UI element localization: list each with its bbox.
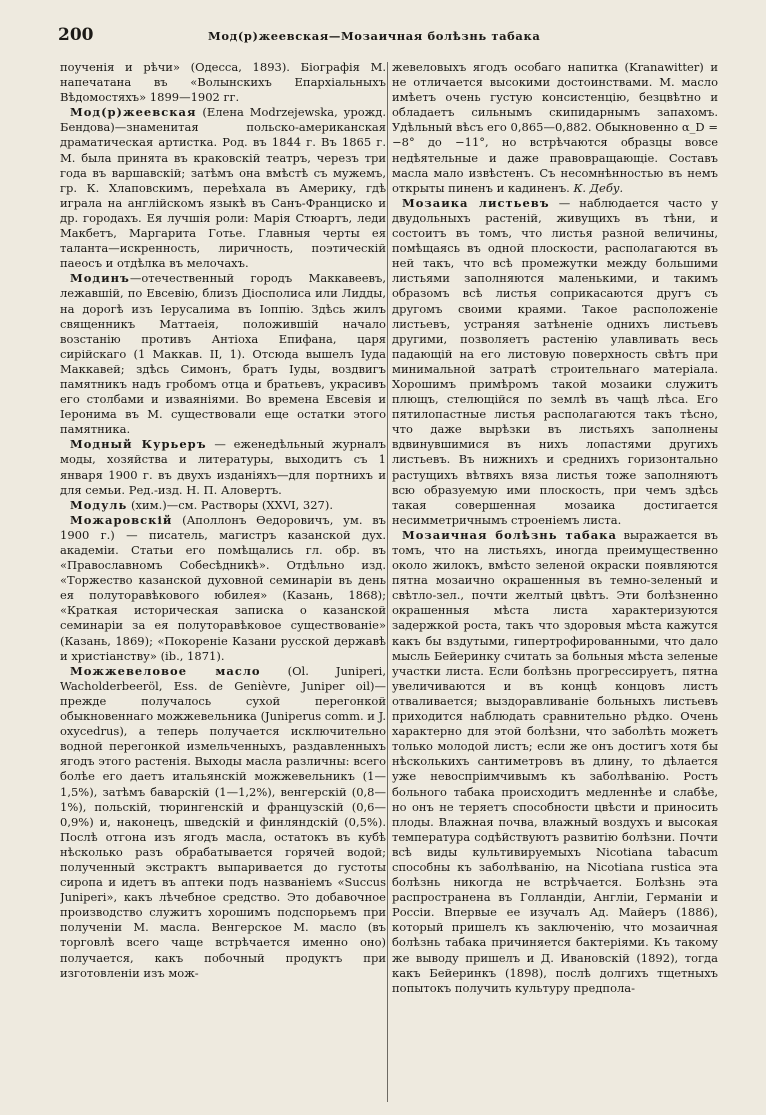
page-header (58, 22, 718, 48)
entry-headword: Модный Курьеръ (70, 437, 207, 452)
column-divider (387, 62, 388, 1102)
entry-paragraph (60, 105, 386, 271)
page-number: 200 (58, 25, 94, 45)
right-column (392, 60, 718, 1105)
entry-headword: Мозаика листьевъ (402, 195, 550, 210)
entry-text: (Елена Modrzejewska, урожд. Бендова)—знаменитая польско-американская драматическая артистка. Род. въ 1844 г. Въ 1865 г. М. была принята въ краковскій театръ, черезъ три года въ варшавскій; затѣмъ она вмѣстѣ съ мужемъ, гр. К. Хлаповскимъ, переѣхала въ Америку, гдѣ играла на англійскомъ языкѣ въ Санъ-Франциско и др. городахъ. Ея лучшія роли: Марія Стюартъ, леди Макбетъ, Маргарита Готье. Главныя черты ея таланта—искренность, лиричность, поэтическій паеосъ и отдѣлка въ мелочахъ. (60, 105, 386, 271)
author-signature: К. Дебу. (573, 180, 624, 195)
entry-paragraph (392, 196, 718, 528)
entry-text: — наблюдается часто у двудольныхъ растеній, живущихъ въ тѣни, и состоитъ въ томъ, что листья разной величины, помѣщаясь въ одной плоскости, располагаются въ ней такъ, что всѣ промежутки между большими листьями заполняются маленькими, и такимъ образомъ всѣ листья соприкасаются другъ съ другомъ своими краями. Такое расположеніе листьевъ, устраняя затѣненіе однихъ листьевъ другими, позволяетъ растенію улавливать весь падающій на его листовую поверхность свѣтъ при минимальной затратѣ строительнаго матеріала. Хорошимъ примѣромъ такой мозаики служитъ плющъ, стелющійся по землѣ въ чащѣ лѣса. Его пятилопастные листья располагаются такъ тѣсно, что даже вырѣзки въ листьяхъ заполнены вдвинувшимися въ нихъ лопастями другихъ листьевъ. Въ нижнихъ и среднихъ горизонтально растущихъ вѣтвяхъ вяза листья тоже заполняютъ всю образуемую ими плоскость, при чемъ здѣсь такая совершенная мозаика достигается несимметричнымъ строеніемъ листа. (392, 195, 718, 527)
entry-text: (хим.)—см. Растворы (XXVI, 327). (127, 497, 333, 512)
entry-headword: Модуль (70, 497, 128, 512)
entry-paragraph (392, 528, 718, 996)
left-column (60, 60, 386, 1105)
entry-paragraph (60, 437, 386, 497)
entry-paragraph (60, 271, 386, 437)
entry-headword: Мозаичная болѣзнь табака (402, 527, 617, 542)
entry-paragraph (60, 60, 386, 105)
entry-headword: Модинъ (70, 271, 130, 286)
entry-text: жевеловыхъ ягодъ особаго напитка (Kranawitter) и не отличается высокими достоинствами. М. масло имѣетъ очень густую консистенцію, безцвѣтно и обладаетъ сильнымъ скипидарнымъ запахомъ. Удѣльный вѣсъ его 0,865—0,882. Обыкновенно α_D = −8° до −11°, но встрѣчаются образцы вовсе недѣятельные и даже правовращающіе. Составъ масла мало извѣстенъ. Съ несомнѣнностью въ немъ открыты пиненъ и кадиненъ. (392, 60, 718, 195)
entry-headword: Можаровскій (70, 512, 173, 527)
entry-paragraph (60, 513, 386, 664)
entry-paragraph (60, 498, 386, 513)
entry-text: (Аполлонъ Ѳедоровичъ, ум. въ 1900 г.) — писатель, магистръ казанской дух. академіи. Статьи его помѣщались гл. обр. въ «Православномъ Собесѣдникѣ». Отдѣльно изд. «Торжество казанской духовной семинаріи въ день ея полуторавѣкового юбилея» (Казань, 1868); «Краткая историческая записка о казанской семинаріи за ея полуторавѣковое существованіе» (Казань, 1869); «Покореніе Казани русской державѣ и христіанству» (ib., 1871). (60, 512, 386, 663)
entry-text: поученія и рѣчи» (Одесса, 1893). Біографія М. напечатана въ «Волынскихъ Епархіальныхъ Вѣдомостяхъ» 1899—1902 гг. (60, 60, 386, 105)
entry-text: — еженедѣльный журналъ моды, хозяйства и литературы, выходитъ съ 1 января 1900 г. въ двухъ изданіяхъ—для портнихъ и для семьи. Ред.-изд. Н. П. Аловертъ. (60, 437, 386, 497)
entry-headword: Мод(р)жеевская (70, 105, 197, 120)
entry-text: (Ol. Juniperi, Wacholderbeeröl, Ess. de Genièvre, Juniper oil)—прежде получалось сухой перегонкой обыкновеннаго можжевельника (Juniperus comm. и J. oxycedrus), а теперь получается исключительно водной перегонкой измельченныхъ, раздавленныхъ ягодъ этого растенія. Выходы масла различны: всего болѣе его даетъ итальянскій можжевельникъ (1—1,5%), затѣмъ баварскій (1—1,2%), венгерскій (0,8—1%), польскій, тюрингенскій и французскій (0,6—0,9%) и, наконецъ, шведскій и финляндскій (0,5%). Послѣ отгона изъ ягодъ масла, остатокъ въ кубѣ нѣсколько разъ обрабатывается горячей водой; полученный экстрактъ выпаривается до густоты сиропа и идетъ въ аптеки подъ названіемъ «Succus Juniperi», какъ лѣчебное средство. Это добавочное производство служитъ хорошимъ подспорьемъ при полученіи М. масла. Венгерское М. масло (въ торговлѣ всего чаще встрѣчается именно оно) получается, какъ побочный продуктъ при изготовленіи изъ мож- (60, 663, 386, 980)
entry-paragraph (392, 60, 718, 196)
running-title: Мод(р)жеевская—Мозаичная болѣзнь табака (208, 29, 541, 43)
entry-paragraph (60, 664, 386, 981)
entry-text: выражается въ томъ, что на листьяхъ, иногда преимущественно около жилокъ, вмѣсто зеленой окраски появляются пятна мозаично окрашенныя въ темно-зеленый и свѣтло-зел., почти желтый цвѣтъ. Эти болѣзненно окрашенныя мѣста листа характеризуются задержкой роста, такъ что здоровыя мѣста кажутся какъ бы вздутыми, гипертрофированными, что дало мысль Бейеринку считать за больныя мѣста зеленые участки листа. Если болѣзнь прогрессируетъ, пятна увеличиваются и въ концѣ концовъ листъ отваливается; выздоравливаніе больныхъ листьевъ приходится наблюдать сравнительно рѣдко. Очень характерно для этой болѣзни, что заболѣть можетъ только молодой листъ; если же онъ достигъ хотя бы нѣсколькихъ сантиметровъ въ длину, то дѣлается уже невоспріимчивымъ къ заболѣванію. Ростъ больного табака происходитъ медленнѣе и слабѣе, но онъ не теряетъ способности цвѣсти и приносить плоды. Влажная почва, влажный воздухъ и высокая температура содѣйствуютъ развитію болѣзни. Почти всѣ виды культивируемыхъ Nicotiana tabacum способны къ заболѣванію, на Nicotiana rustica эта болѣзнь никогда не встрѣчается. Болѣзнь эта распространена въ Голландіи, Англіи, Германіи и Россіи. Впервые ее изучалъ Ад. Майеръ (1886), который пришелъ къ заключенію, что мозаичная болѣзнь табака причиняется бактеріями. Къ такому же выводу пришелъ и Д. Ивановскій (1892), тогда какъ Бейеринкъ (1898), послѣ долгихъ тщетныхъ попытокъ получить культуру предпола- (392, 527, 718, 995)
entry-text: —отечественный городъ Маккавеевъ, лежавшій, по Евсевію, близъ Діосполиса или Лидды, на дорогѣ изъ Іерусалима въ Іоппію. Здѣсь жилъ священникъ Маттаеія, положившій начало возстанію противъ Антіоха Епифана, царя сирійскаго (1 Маккав. II, 1). Отсюда вышелъ Іуда Маккавей; здѣсь Симонъ, братъ Іуды, воздвигъ памятникъ надъ гробомъ отца и братьевъ, украсивъ его столбами и изваяніями. Во времена Евсевія и Іеронима въ М. существовали еще остатки этого памятника. (60, 271, 386, 437)
entry-headword: Можжевеловое масло (70, 663, 261, 678)
